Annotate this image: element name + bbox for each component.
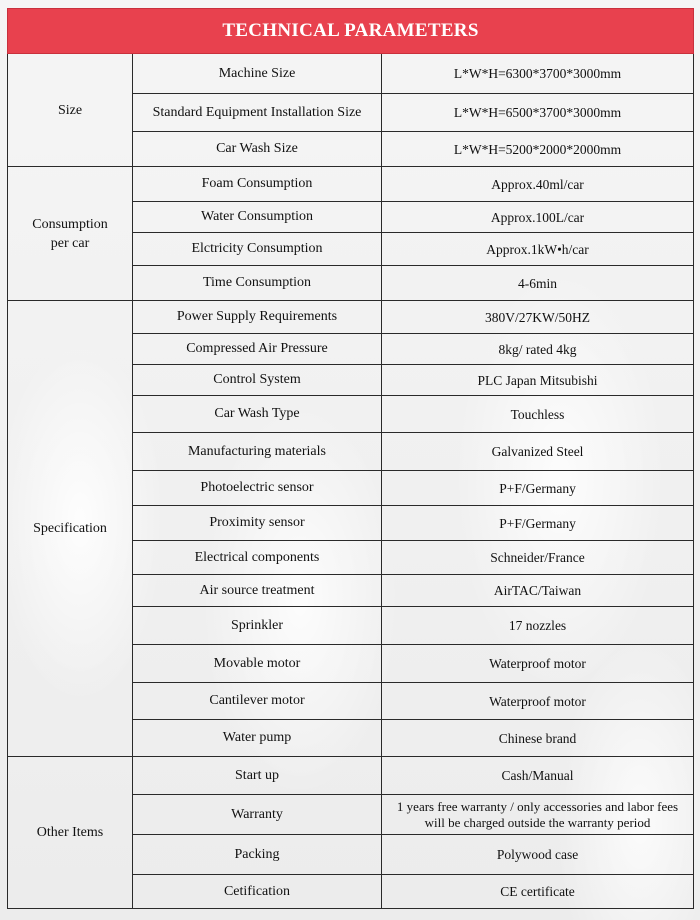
- table-row: [8, 167, 694, 202]
- value-cell: 380V/27KW/50HZ: [382, 301, 694, 334]
- param-cell: Water pump: [133, 720, 382, 757]
- param-cell: Electrical components: [133, 541, 382, 575]
- param-cell: Standard Equipment Installation Size: [133, 94, 382, 132]
- value-cell: PLC Japan Mitsubishi: [382, 365, 694, 396]
- group-label-specification: Specification: [8, 301, 133, 757]
- value-cell: 17 nozzles: [382, 607, 694, 645]
- param-cell: Cetification: [133, 875, 382, 909]
- param-cell: Car Wash Type: [133, 396, 382, 433]
- param-cell: Elctricity Consumption: [133, 233, 382, 266]
- value-cell: L*W*H=6500*3700*3000mm: [382, 94, 694, 132]
- table-row: [8, 54, 694, 94]
- group-label-size: Size: [8, 54, 133, 167]
- value-cell: Chinese brand: [382, 720, 694, 757]
- value-cell: Galvanized Steel: [382, 433, 694, 471]
- param-cell: Proximity sensor: [133, 506, 382, 541]
- value-cell: 4-6min: [382, 266, 694, 301]
- table-row: [8, 757, 694, 795]
- value-cell: Approx.40ml/car: [382, 167, 694, 202]
- param-cell: Movable motor: [133, 645, 382, 683]
- table-title: TECHNICAL PARAMETERS: [8, 9, 694, 54]
- param-cell: Manufacturing materials: [133, 433, 382, 471]
- param-cell: Compressed Air Pressure: [133, 334, 382, 365]
- value-cell: Waterproof motor: [382, 645, 694, 683]
- value-cell: AirTAC/Taiwan: [382, 575, 694, 607]
- value-cell: 8kg/ rated 4kg: [382, 334, 694, 365]
- technical-parameters-table: [7, 8, 694, 909]
- value-cell: CE certificate: [382, 875, 694, 909]
- param-cell: Time Consumption: [133, 266, 382, 301]
- table-row: [8, 301, 694, 334]
- value-cell: Cash/Manual: [382, 757, 694, 795]
- value-cell: Polywood case: [382, 835, 694, 875]
- param-cell: Air source treatment: [133, 575, 382, 607]
- group-label-other-items: Other Items: [8, 757, 133, 909]
- param-cell: Machine Size: [133, 54, 382, 94]
- param-cell: Packing: [133, 835, 382, 875]
- param-cell: Start up: [133, 757, 382, 795]
- param-cell: Foam Consumption: [133, 167, 382, 202]
- param-cell: Power Supply Requirements: [133, 301, 382, 334]
- param-cell: Photoelectric sensor: [133, 471, 382, 506]
- value-cell: Approx.1kW•h/car: [382, 233, 694, 266]
- group-label-consumption: Consumption per car: [8, 167, 133, 301]
- param-cell: Warranty: [133, 795, 382, 835]
- value-cell: Schneider/France: [382, 541, 694, 575]
- param-cell: Control System: [133, 365, 382, 396]
- value-cell: L*W*H=6300*3700*3000mm: [382, 54, 694, 94]
- value-cell: 1 years free warranty / only accessories and labor fees will be charged outside the warranty period: [382, 795, 694, 835]
- value-cell: Touchless: [382, 396, 694, 433]
- value-cell: Waterproof motor: [382, 683, 694, 720]
- value-cell: P+F/Germany: [382, 506, 694, 541]
- param-cell: Sprinkler: [133, 607, 382, 645]
- title-row: [8, 9, 694, 54]
- param-cell: Water Consumption: [133, 202, 382, 233]
- param-cell: Car Wash Size: [133, 132, 382, 167]
- value-cell: P+F/Germany: [382, 471, 694, 506]
- value-cell: Approx.100L/car: [382, 202, 694, 233]
- param-cell: Cantilever motor: [133, 683, 382, 720]
- value-cell: L*W*H=5200*2000*2000mm: [382, 132, 694, 167]
